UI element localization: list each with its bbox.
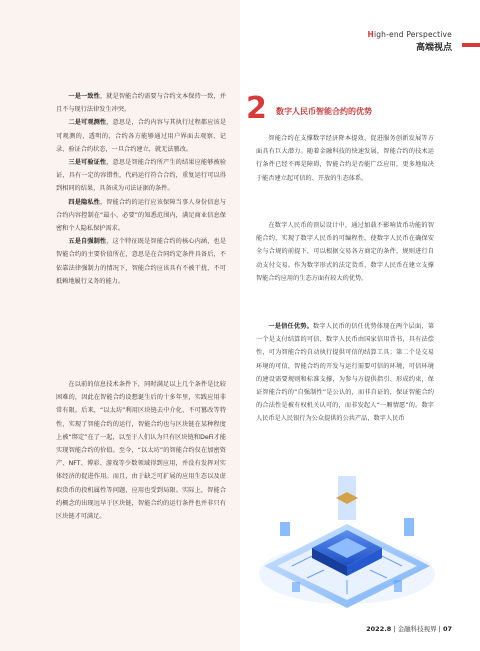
right-paragraph-potential: 智能合约在支撑数字经济降本提效、促进服务创新发展等方面具有巨大潜力。随着金融科技的快速发展，智能合约的技术运行条件已经不再是障碍，智能合约是否能广泛应用，更多地取决于能否建立起可信的、开放的生态体系。 <box>256 135 434 182</box>
page-footer <box>366 624 452 633</box>
issue-number: 2022.8 <box>366 625 392 633</box>
section-heading <box>246 91 446 126</box>
left-column-top <box>56 90 226 288</box>
paragraph-privacy: 四是隐私性，智能合约的运行应该保障当事人身份信息与合约内容控制在“最小、必要”的知悉范围内，满足商业信息保密和个人隐私保护需求。 <box>56 198 226 233</box>
paragraph-observability: 二是可观测性，意思是，合约内容与其执行过程都应该是可观测的，透明的，合约各方能够通过用户界面去观察、记录、验证合约状态，一旦合约建立，就无法篡改。 <box>56 119 227 153</box>
left-column-bottom <box>56 378 226 523</box>
header-english: High-end Perspective <box>367 30 452 39</box>
header-accent-bar <box>462 43 480 47</box>
section-title: 数字人民币智能合约的优势 <box>276 107 372 116</box>
paragraph-verifiability: 三是可验证性，意思是智能合约所产生的结果应能够被验证，具有一定的容错性，代码运行符合合约，重复运行可以得到相同的结果，具备成为司法证据的条件。 <box>56 159 227 193</box>
footer-separator: | <box>393 625 396 633</box>
header-chinese: 高端视点 <box>415 43 452 53</box>
paragraph-history: 在以前的信息技术条件下，同时满足以上几个条件是比较困难的，因此在智能合约设想诞生后的十多年里，实践应用非常有限。后来，“以太坊”利用区块链去中介化、不可篡改等特性，实现了智能合约的运行，智能合约也与区块链在某种程度上被“绑定”在了一起，以至于人们认为只有区块链和DeFi才能实现智能合约的价值。至今，“以太坊”的智能合约仅在加密资产、NFT、博彩、游戏等少数领域得到应用，并没有发挥对实体经济的促进作用。而且，由于缺乏可扩展的应用生态以及虚拟货币的投机属性等问题，应用也受到局限。实际上，智能合约概念的出现远早于区块链，智能合约的运行条件也并非只有区块链才可满足。 <box>56 381 226 521</box>
footer-separator-2: | <box>438 625 441 633</box>
page-number: 07 <box>442 625 452 633</box>
journal-name: 金融科技视界 <box>397 625 437 633</box>
paragraph-self-enforcement: 五是自强制性，这个特征既是智能合约的核心内涵，也是智能合约的主要价值所在，意思是在合同约定条件具备后，不依靠法律强制力的情况下，智能合约应该具有不被干扰、不可抵赖地履行义务的能力。 <box>56 238 227 285</box>
right-paragraph-trust: 一是信任优势。数字人民币的信任优势体现在两个层面，第一个是支付结算的可信，数字人民币由国家信用背书，具有法偿性，可为智能合约自动执行提供可信的结算工具；第二个是交易环境的可信，智能合约的开发与运行需要可信的环境，可信环境的建设需要规则和标准支撑，为参与方提供指引、形成约束，保证智能合约的“自强制性”是公认的，而非自证的，保证智能合约的合法性是被有权机关认可的，而非发起人“一厢情愿”的。数字人民币是人民银行为公众提供的公共产品，数字人民币 <box>256 323 435 423</box>
paragraph-consistency: 一是一致性，就是智能合约需要与合约文本保持一致，并且不与现行法律发生冲突。 <box>56 93 226 114</box>
right-paragraph-design: 在数字人民币的顶层设计中，通过加载不影响货币功能的智能合约，实现了数字人民币的可编程性，使数字人民币在确保安全与合规的前提下，可以根据交易各方商定的条件、规则进行自动支付交易。作为数字形式的法定货币，数字人民币在建立支撑智能合约应用的生态方面有较大的优势。 <box>256 222 434 282</box>
section-number: 2 <box>246 91 267 126</box>
page-header <box>367 30 452 53</box>
circuit-chip-illustration <box>252 462 442 612</box>
